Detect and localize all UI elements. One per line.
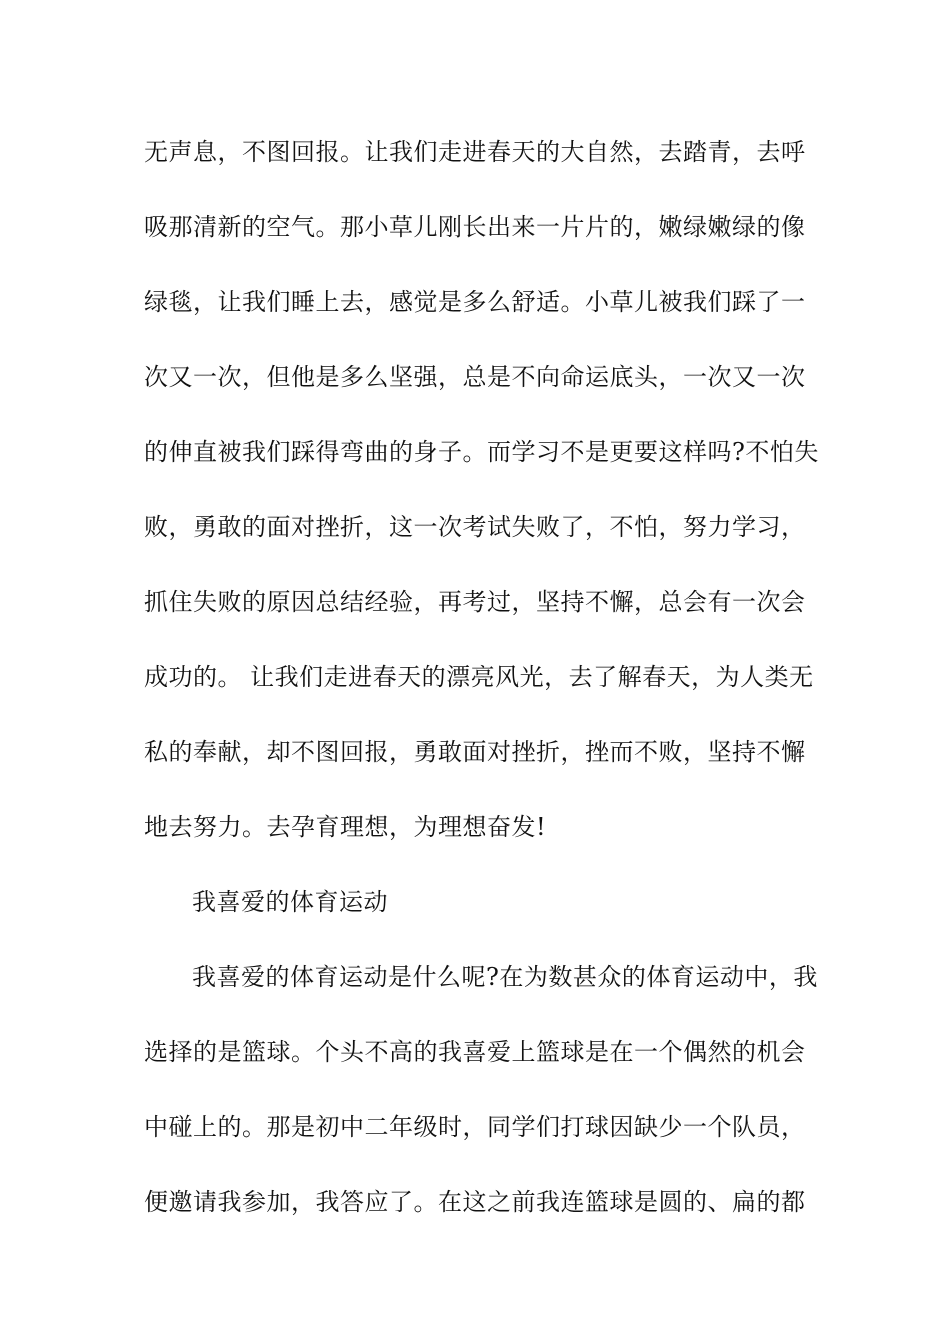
text-line: 败，勇敢的面对挫折，这一次考试失败了，不怕，努力学习，: [144, 513, 806, 541]
text-line: 成功的。 让我们走进春天的漂亮风光，去了解春天，为人类无: [144, 663, 814, 691]
text-line: 私的奉献，却不图回报，勇敢面对挫折，挫而不败，坚持不懈: [144, 738, 806, 766]
text-line: 选择的是篮球。个头不高的我喜爱上篮球是在一个偶然的机会: [144, 1038, 806, 1066]
text-line: 绿毯，让我们睡上去，感觉是多么舒适。小草儿被我们踩了一: [144, 288, 806, 316]
document-body: [144, 132, 819, 1257]
section-heading: 我喜爱的体育运动: [192, 888, 388, 916]
text-line: 的伸直被我们踩得弯曲的身子。而学习不是更要这样吗?不怕失: [144, 438, 819, 466]
text-line: 地去努力。去孕育理想，为理想奋发!: [144, 813, 547, 841]
text-line: 抓住失败的原因总结经验，再考过，坚持不懈，总会有一次会: [144, 588, 806, 616]
text-line: 便邀请我参加，我答应了。在这之前我连篮球是圆的、扁的都: [144, 1188, 806, 1216]
text-line: 中碰上的。那是初中二年级时，同学们打球因缺少一个队员，: [144, 1113, 806, 1141]
text-line: 无声息，不图回报。让我们走进春天的大自然，去踏青，去呼: [144, 138, 806, 166]
text-line: 吸那清新的空气。那小草儿刚长出来一片片的，嫩绿嫩绿的像: [144, 213, 806, 241]
text-line: 次又一次，但他是多么坚强，总是不向命运底头，一次又一次: [144, 363, 806, 391]
text-line: 我喜爱的体育运动是什么呢?在为数甚众的体育运动中，我: [192, 963, 818, 991]
